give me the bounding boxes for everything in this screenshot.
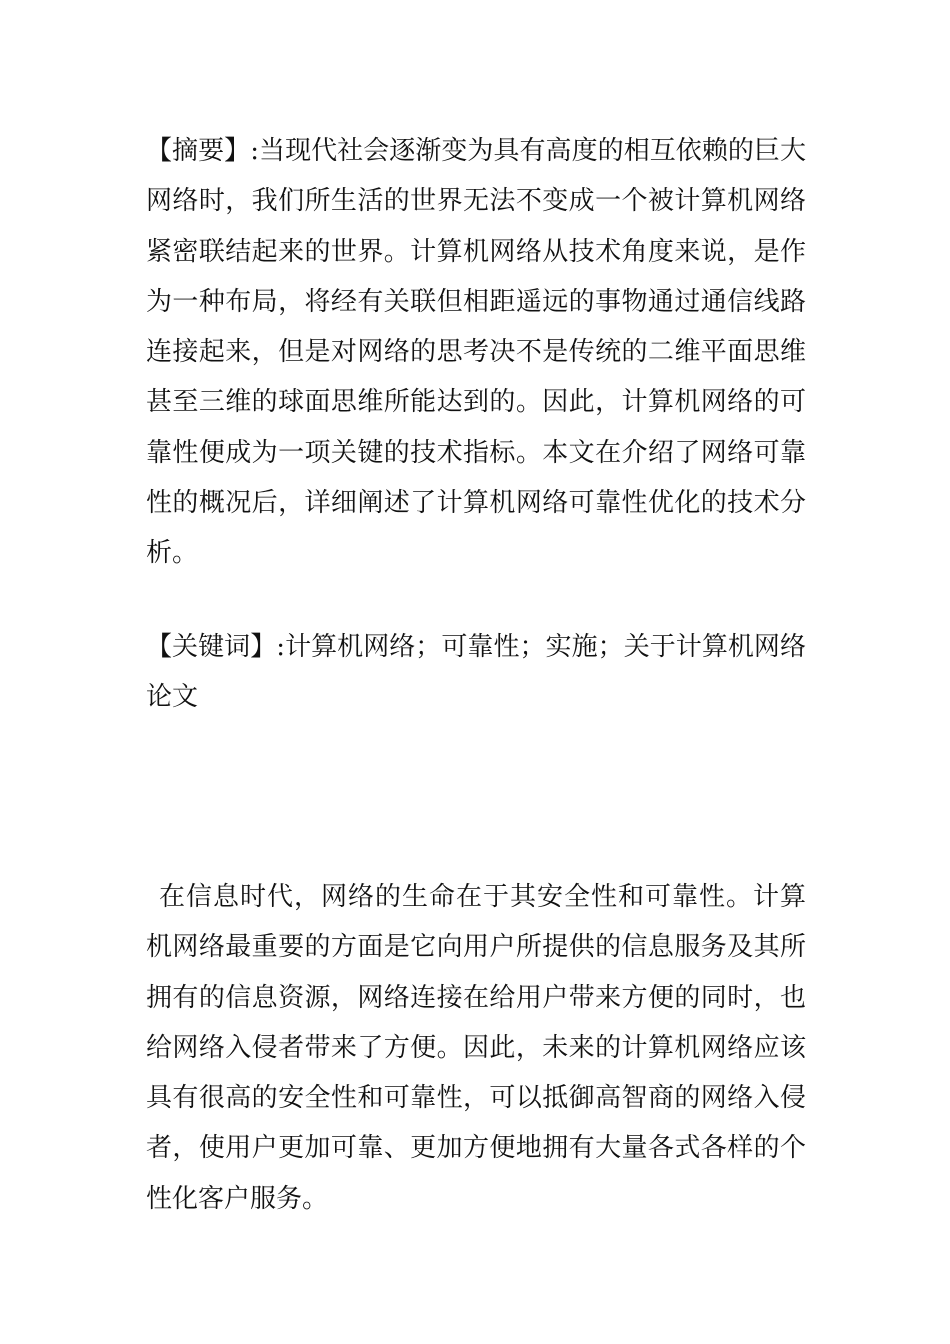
- abstract-separator: :: [250, 136, 259, 166]
- keywords-label: 【关键词】: [146, 632, 277, 662]
- keywords-text: 计算机网络；可靠性；实施；关于计算机网络论文: [146, 632, 806, 713]
- abstract-paragraph: [146, 126, 806, 579]
- abstract-label: 【摘要】: [146, 136, 251, 166]
- abstract-text: 当现代社会逐渐变为具有高度的相互依赖的巨大网络时，我们所生活的世界无法不变成一个被计算机网络紧密联结起来的世界。计算机网络从技术角度来说，是作为一种布局，将经有关联但相距遥远的事物通过通信线路连接起来，但是对网络的思考决不是传统的二维平面思维甚至三维的球面思维所能达到的。因此，计算机网络的可靠性便成为一项关键的技术指标。本文在介绍了网络可靠性的概况后，详细阐述了计算机网络可靠性优化的技术分析。: [146, 136, 806, 569]
- keywords-separator: :: [276, 632, 286, 662]
- keywords-paragraph: [146, 622, 806, 723]
- body-paragraph: 在信息时代，网络的生命在于其安全性和可靠性。计算机网络最重要的方面是它向用户所提供的信息服务及其所拥有的信息资源，网络连接在给用户带来方便的同时，也给网络入侵者带来了方便。因此，未来的计算机网络应该具有很高的安全性和可靠性，可以抵御高智商的网络入侵者，使用户更加可靠、更加方便地拥有大量各式各样的个性化客户服务。: [146, 882, 806, 1214]
